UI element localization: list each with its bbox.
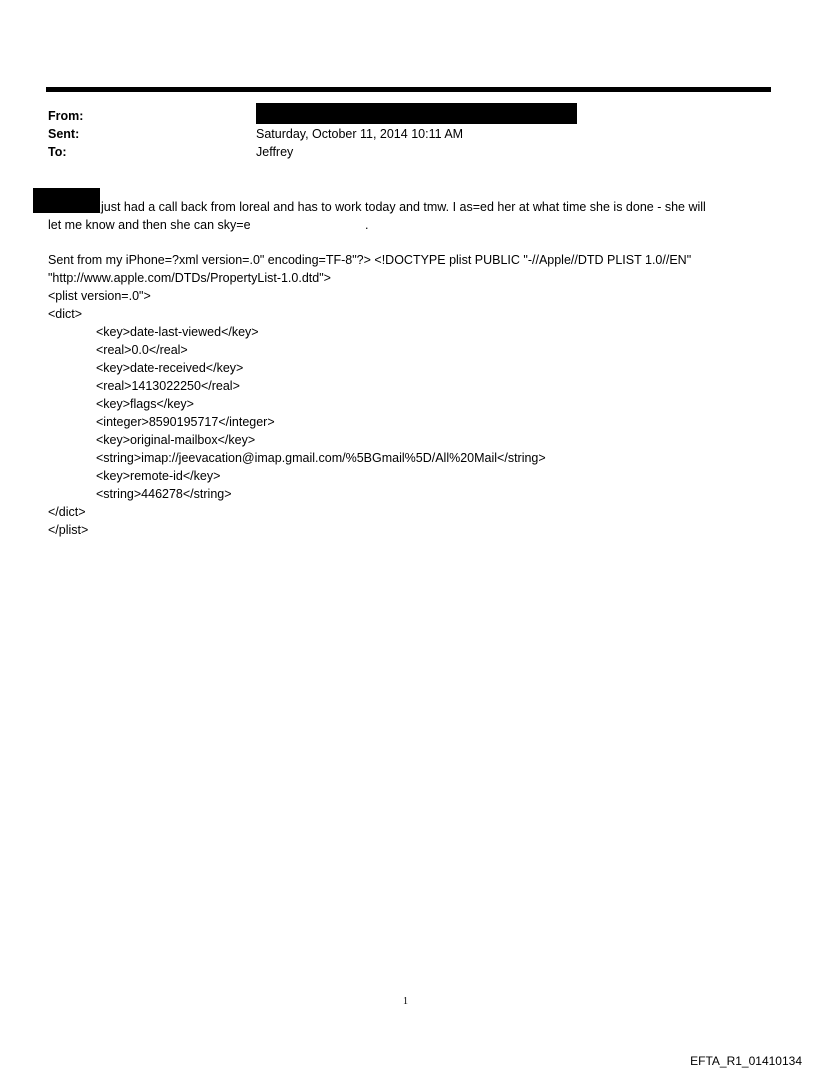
signature-line: Sent from my iPhone=?xml version=.0" encoding=TF-8"?> <!DOCTYPE plist PUBLIC "-//Apple//DTD PLIST 1.0//EN" <box>48 253 692 267</box>
document-id: EFTA_R1_01410134 <box>690 1054 802 1068</box>
from-redaction <box>256 103 577 124</box>
sent-label: Sent: <box>48 127 80 141</box>
dict-entry: <key>original-mailbox</key> <box>96 433 256 447</box>
sent-value: Saturday, October 11, 2014 10:11 AM <box>256 127 464 141</box>
dict-entry: <key>date-last-viewed</key> <box>96 325 259 339</box>
dict-entry: <key>remote-id</key> <box>96 469 221 483</box>
message-line-2-end: . <box>365 218 369 232</box>
to-value: Jeffrey <box>256 145 294 159</box>
header-rule <box>46 87 771 92</box>
dict-entry: <real>0.0</real> <box>96 343 188 357</box>
plist-closing-line: </dict> <box>48 505 86 519</box>
from-label: From: <box>48 109 84 123</box>
to-label: To: <box>48 145 67 159</box>
dict-entry: <key>flags</key> <box>96 397 194 411</box>
plist-line: "http://www.apple.com/DTDs/PropertyList-1.0.dtd"> <box>48 271 331 285</box>
dict-entry: <key>date-received</key> <box>96 361 244 375</box>
plist-line: <plist version=.0"> <box>48 289 151 303</box>
dict-entry: <integer>8590195717</integer> <box>96 415 275 429</box>
message-line-2: let me know and then she can sky=e <box>48 218 251 232</box>
dict-entry: <real>1413022250</real> <box>96 379 240 393</box>
plist-closing-line: </plist> <box>48 523 89 537</box>
message-line-1: just had a call back from loreal and has to work today and tmw. I as=ed her at what time she is done - she will <box>101 200 706 214</box>
sender-name-redaction <box>33 188 100 213</box>
dict-entry: <string>imap://jeevacation@imap.gmail.com/%5BGmail%5D/All%20Mail</string> <box>96 451 546 465</box>
plist-line: <dict> <box>48 307 83 321</box>
dict-entry: <string>446278</string> <box>96 487 232 501</box>
page-number: 1 <box>403 996 408 1007</box>
